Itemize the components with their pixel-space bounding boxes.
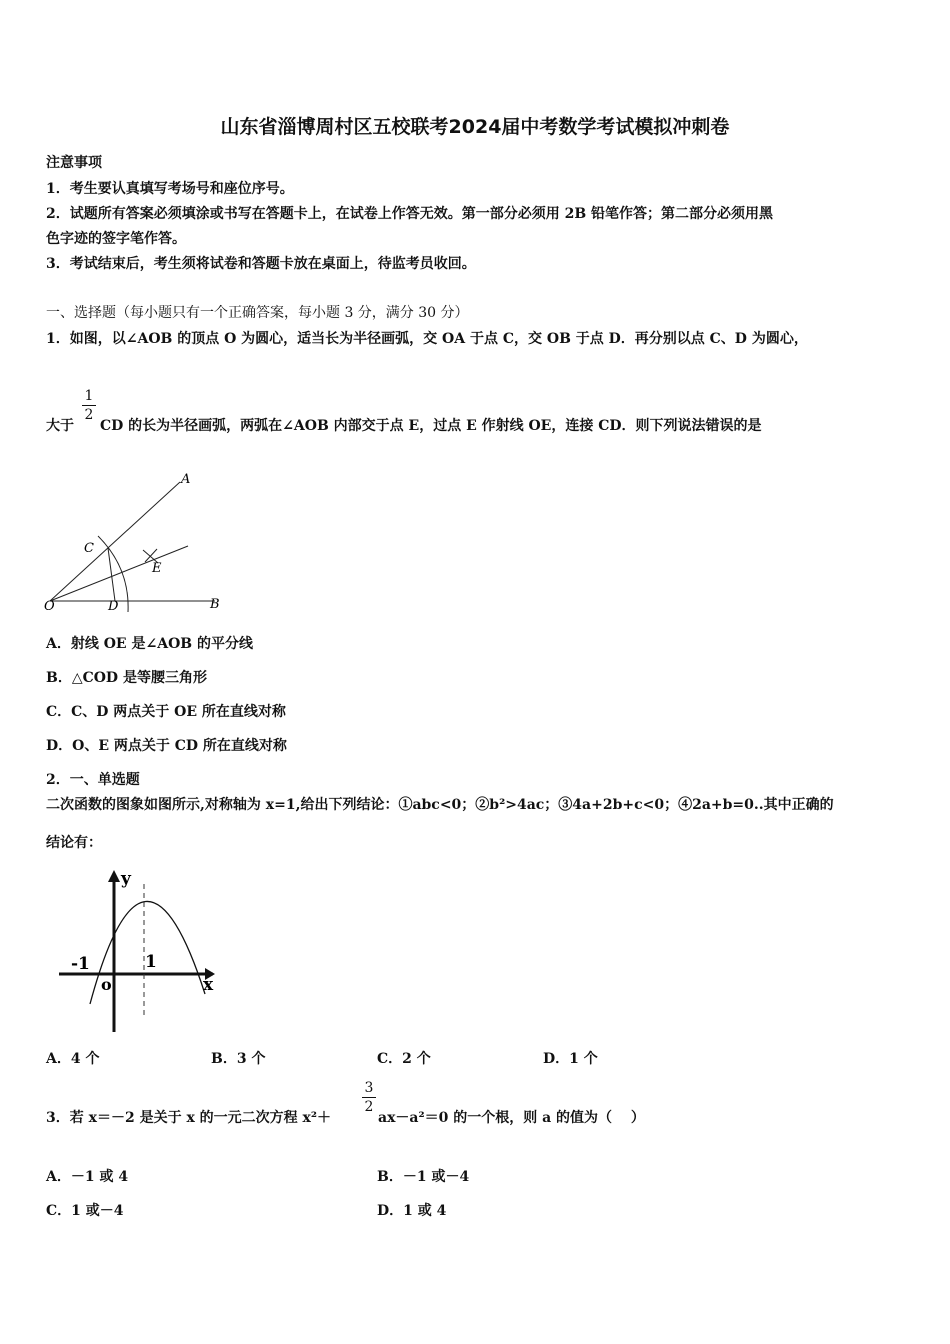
notice-item-2-line-2: 色字迹的签字笔作答。 <box>46 231 186 247</box>
q2-line-1: 二次函数的图象如图所示,对称轴为 x=1,给出下列结论：①abc<0；②b²>4ac；③4a+2b+c<0；④2a+b=0..其中正确的 <box>46 797 834 813</box>
q1-line-1: 1．如图，以∠AOB 的顶点 O 为圆心，适当长为半径画弧，交 OA 于点 C，交 OB 于点 D．再分别以点 C、D 为圆心， <box>46 331 808 347</box>
label-e: E <box>152 561 162 576</box>
label-y: y <box>121 869 131 889</box>
label-o: O <box>44 599 55 614</box>
q3-stem-suffix: ax－a²＝0 的一个根，则 a 的值为（ ） <box>378 1110 645 1126</box>
q3-fraction <box>362 1080 376 1115</box>
label-origin: o <box>101 975 112 994</box>
notice-heading: 注意事项 <box>46 155 102 171</box>
q2-line-2: 结论有： <box>46 835 102 851</box>
label-a: A <box>181 472 191 487</box>
q1-option-a: A．射线 OE 是∠AOB 的平分线 <box>46 636 253 652</box>
q1-option-c: C．C、D 两点关于 OE 所在直线对称 <box>46 704 286 720</box>
q1-option-d: D．O、E 两点关于 CD 所在直线对称 <box>46 738 287 754</box>
q2-option-a: A．4 个 <box>46 1051 100 1067</box>
label-one: 1 <box>145 952 157 972</box>
q1-fraction-bar <box>82 405 96 406</box>
q3-fraction-denominator: 2 <box>364 1099 374 1115</box>
section-1-heading: 一、选择题（每小题只有一个正确答案，每小题 3 分，满分 30 分） <box>46 305 469 321</box>
notice-item-3: 3．考试结束后，考生须将试卷和答题卡放在桌面上，待监考员收回。 <box>46 256 476 272</box>
q2-option-b: B．3 个 <box>211 1051 266 1067</box>
q3-fraction-bar <box>362 1097 376 1098</box>
document-title: 山东省淄博周村区五校联考2024届中考数学考试模拟冲刺卷 <box>220 116 730 138</box>
label-negative-one: -1 <box>71 954 90 974</box>
q1-fraction-denominator: 2 <box>84 407 94 423</box>
q1-line-2-prefix: 大于 <box>46 418 74 434</box>
notice-item-1: 1．考生要认真填写考场号和座位序号。 <box>46 181 294 197</box>
q1-line-2-suffix: CD 的长为半径画弧，两弧在∠AOB 内部交于点 E，过点 E 作射线 OE，连接 CD．则下列说法错误的是 <box>100 418 762 434</box>
q3-stem-prefix: 3．若 x＝－2 是关于 x 的一元二次方程 x²＋ <box>46 1110 332 1126</box>
notice-item-2-line-1: 2．试题所有答案必须填涂或书写在答题卡上，在试卷上作答无效。第一部分必须用 2B 铅笔作答；第二部分必须用黑 <box>46 206 774 222</box>
label-d: D <box>108 599 119 614</box>
q1-angle-figure <box>40 468 240 618</box>
q1-fraction <box>82 388 96 423</box>
label-c: C <box>84 541 94 556</box>
y-axis-arrow <box>108 870 120 882</box>
ray-oe <box>50 546 188 601</box>
ray-oa <box>50 482 180 601</box>
q2-heading: 2．一、单选题 <box>46 772 140 788</box>
q1-option-b: B．△COD 是等腰三角形 <box>46 670 207 686</box>
q3-option-a: A．－1 或 4 <box>46 1169 129 1185</box>
q3-option-c: C．1 或－4 <box>46 1203 124 1219</box>
q3-fraction-numerator: 3 <box>364 1080 374 1096</box>
q1-fraction-numerator: 1 <box>84 388 94 404</box>
q2-parabola-figure <box>55 862 225 1037</box>
label-b: B <box>210 597 220 612</box>
q3-option-d: D．1 或 4 <box>377 1203 447 1219</box>
q2-option-d: D．1 个 <box>543 1051 598 1067</box>
q3-option-b: B．－1 或－4 <box>377 1169 470 1185</box>
q2-option-c: C．2 个 <box>377 1051 431 1067</box>
label-x: x <box>203 975 214 995</box>
